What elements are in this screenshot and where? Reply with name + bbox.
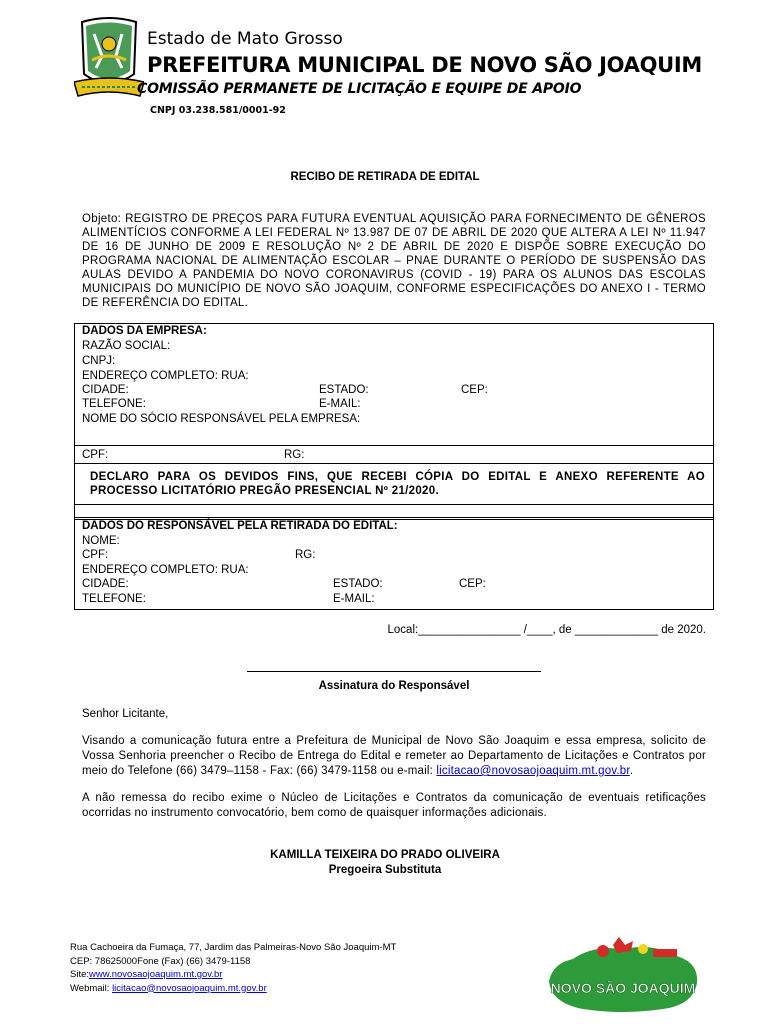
responsavel-heading: DADOS DO RESPONSÁVEL PELA RETIRADA DO EDITAL: <box>82 520 398 532</box>
socio-field[interactable]: NOME DO SÓCIO RESPONSÁVEL PELA EMPRESA: <box>82 413 361 425</box>
novo-sao-joaquim-logo-icon <box>543 935 703 1015</box>
resp-cidade-field[interactable]: CIDADE: <box>82 578 129 590</box>
header-prefeitura: PREFEITURA MUNICIPAL DE NOVO SÃO JOAQUIM <box>147 53 703 77</box>
visando-text: Visando a comunicação futura entre a Prefeitura de Municipal de Novo São Joaquim e essa empresa, solicito de Vossa Senhoria preencher o Recibo de Entrega do Edital e remeter ao Departamento de Licitações e Contratos por meio do Telefone (66) 3479–1158 - Fax: (66) 3479-1158 ou e-mail: <box>82 735 706 777</box>
endereco-field[interactable]: ENDEREÇO COMPLETO: RUA: <box>82 370 249 382</box>
footer-webmail-row <box>70 982 396 996</box>
estado-field[interactable]: ESTADO: <box>319 384 369 396</box>
cidade-row <box>75 384 713 397</box>
resp-telefone-row <box>75 593 713 606</box>
empresa-table <box>74 323 714 520</box>
signature-label: Assinatura do Responsável <box>318 680 470 692</box>
footer <box>70 941 396 995</box>
svg-text:NOVO SÃO JOAQUIM: NOVO SÃO JOAQUIM <box>550 980 696 996</box>
signer-role: Pregoeira Substituta <box>328 864 442 876</box>
footer-webmail-link[interactable]: licitacao@novosaojoaquim.mt.gov.br <box>112 982 267 994</box>
cnpj-field[interactable]: CNPJ: <box>82 355 116 367</box>
declaro-statement: DECLARO PARA OS DEVIDOS FINS, QUE RECEBI CÓPIA DO EDITAL E ANEXO REFERENTE AO PROCESSO LICITATÓRIO PREGÃO PRESENCIAL Nº 21/2020. <box>90 471 705 497</box>
footer-cep: CEP: 78625000Fone (Fax) (66) 3479-1158 <box>70 955 251 967</box>
resp-cep-field[interactable]: CEP: <box>459 578 486 590</box>
footer-address: Rua Cachoeira da Fumaça, 77, Jardim das Palmeiras-Novo São Joaquim-MT <box>70 942 397 953</box>
resp-rg-field[interactable]: RG: <box>295 549 316 561</box>
telefone-row <box>75 398 713 411</box>
resp-endereco-field[interactable]: ENDEREÇO COMPLETO: RUA: <box>82 564 249 576</box>
header-state: Estado de Mato Grosso <box>147 29 343 49</box>
signature-line[interactable] <box>247 671 541 672</box>
objeto-paragraph: Objeto: REGISTRO DE PREÇOS PARA FUTURA EVENTUAL AQUISIÇÃO PARA FORNECIMENTO DE GÊNEROS ALIMENTÍCIOS CONFORME A LEI FEDERAL Nº 13.987 DE 07 DE ABRIL DE 2020 QUE ALTERA A LEI Nº 11.947 DE 16 DE JUNHO DE 2009 E RESOLUÇÃO Nº 2 DE ABRIL DE 2020 E DISPÕE SOBRE EXECUÇÃO DO PROGRAMA NACIONAL DE ALIMENTAÇÃO ESCOLAR – PNAE DURANTE O PERÍODO DE SUSPENSÃO DAS AULAS DEVIDO A PANDEMIA DO NOVO CORONAVIRUS (COVID - 19) PARA OS ALUNOS DAS ESCOLAS MUNICIPAIS DO MUNICÍPIO DE NOVO SÃO JOAQUIM, CONFORME ESPECIFICAÇÕES DO ANEXO I - TERMO DE REFERÊNCIA DO EDITAL. <box>82 213 706 309</box>
rg-field[interactable]: RG: <box>284 449 305 461</box>
signer-block <box>0 848 770 878</box>
resp-email-field[interactable]: E-MAIL: <box>333 593 375 605</box>
divider <box>75 463 713 464</box>
resp-cpf-field[interactable]: CPF: <box>82 549 109 561</box>
footer-site-row <box>70 968 396 982</box>
resp-estado-field[interactable]: ESTADO: <box>333 578 383 590</box>
email-field[interactable]: E-MAIL: <box>319 398 361 410</box>
visando-end: . <box>629 765 634 777</box>
cpf-rg-row <box>75 449 713 462</box>
cpf-field[interactable]: CPF: <box>82 449 109 461</box>
local-date-line[interactable]: Local:________________ /____, de _____________ de 2020. <box>387 624 706 636</box>
razao-social-field[interactable]: RAZÃO SOCIAL: <box>82 340 171 352</box>
document-title: RECIBO DE RETIRADA DE EDITAL <box>290 171 480 183</box>
visando-paragraph <box>82 734 706 779</box>
footer-webmail-label: Webmail: <box>70 982 110 994</box>
cep-field[interactable]: CEP: <box>461 384 488 396</box>
municipal-crest-icon <box>74 16 144 100</box>
signer-name: KAMILLA TEIXEIRA DO PRADO OLIVEIRA <box>270 849 500 861</box>
divider <box>75 504 713 505</box>
cidade-field[interactable]: CIDADE: <box>82 384 129 396</box>
footer-site-label: Site: <box>70 969 90 980</box>
footer-site-link[interactable]: www.novosaojoaquim.mt.gov.br <box>89 969 223 980</box>
salutation: Senhor Licitante, <box>82 708 169 720</box>
responsavel-table <box>74 517 714 610</box>
anao-paragraph: A não remessa do recibo exime o Núcleo de Licitações e Contratos da comunicação de eventuais retificações ocorridas no instrumento convocatório, bem como de quaisquer informações adicionais. <box>82 792 706 819</box>
resp-cpf-row <box>75 549 713 562</box>
resp-cidade-row <box>75 578 713 591</box>
telefone-field[interactable]: TELEFONE: <box>82 398 146 410</box>
email-link[interactable]: licitacao@novosaojoaquim.mt.gov.br <box>436 765 630 777</box>
resp-telefone-field[interactable]: TELEFONE: <box>82 593 146 605</box>
empresa-heading: DADOS DA EMPRESA: <box>82 325 207 337</box>
divider <box>75 445 713 446</box>
nome-field[interactable]: NOME: <box>82 535 120 547</box>
header-comissao: COMISSÃO PERMANETE DE LICITAÇÃO E EQUIPE DE APOIO <box>137 81 582 97</box>
header-cnpj: CNPJ 03.238.581/0001-92 <box>150 105 286 116</box>
